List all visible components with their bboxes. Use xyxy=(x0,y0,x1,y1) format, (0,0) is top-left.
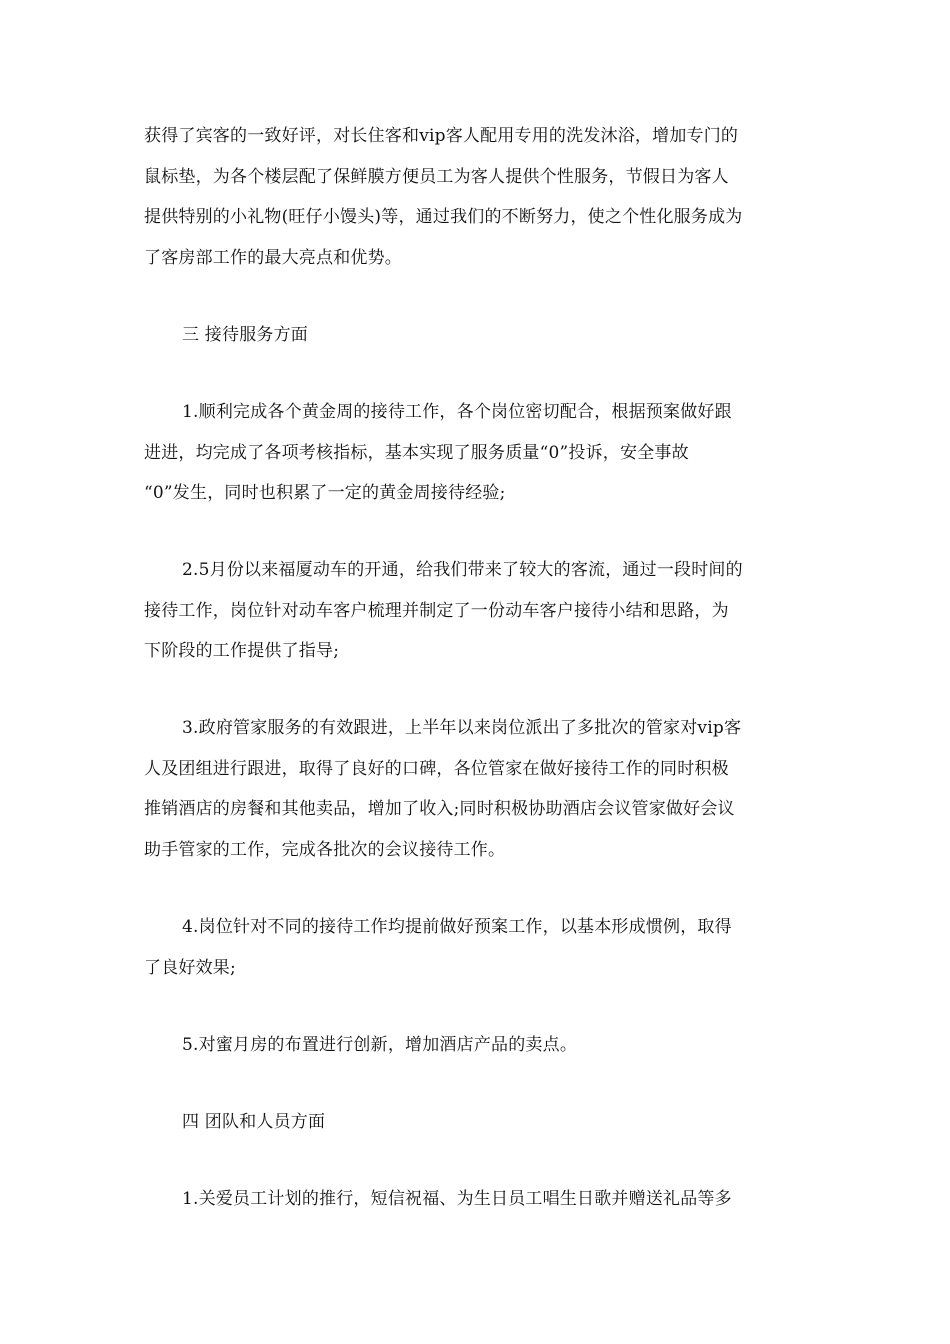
paragraph-line: 接待工作，岗位针对动车客户梳理并制定了一份动车客户接待小结和思路，为 xyxy=(144,601,729,621)
section-heading: 三 接待服务方面 xyxy=(182,325,309,345)
paragraph-line: 了良好效果; xyxy=(144,958,236,978)
paragraph-line: 4.岗位针对不同的接待工作均提前做好预案工作，以基本形成惯例，取得 xyxy=(182,917,732,937)
paragraph-line: 5.对蜜月房的布置进行创新，增加酒店产品的卖点。 xyxy=(182,1035,578,1055)
paragraph-line: 下阶段的工作提供了指导; xyxy=(144,641,340,661)
paragraph-line: 1.关爱员工计划的推行，短信祝福、为生日员工唱生日歌并赠送礼品等多 xyxy=(182,1189,732,1209)
paragraph-line: 获得了宾客的一致好评，对长住客和vip客人配用专用的洗发沐浴，增加专门的 xyxy=(144,126,739,146)
paragraph-line: 进进，均完成了各项考核指标，基本实现了服务质量“0”投诉，安全事故 xyxy=(144,443,689,463)
paragraph-line: 了客房部工作的最大亮点和优势。 xyxy=(144,248,402,268)
paragraph-line: 人及团组进行跟进，取得了良好的口碑，各位管家在做好接待工作的同时积极 xyxy=(144,759,729,779)
paragraph-line: 助手管家的工作，完成各批次的会议接待工作。 xyxy=(144,840,506,860)
paragraph-line: 鼠标垫，为各个楼层配了保鲜膜方便员工为客人提供个性服务，节假日为客人 xyxy=(144,167,729,187)
paragraph-line: “0”发生，同时也积累了一定的黄金周接待经验; xyxy=(144,483,506,503)
paragraph-line: 推销酒店的房餐和其他卖品，增加了收入;同时积极协助酒店会议管家做好会议 xyxy=(144,799,735,819)
section-heading: 四 团队和人员方面 xyxy=(182,1112,326,1132)
paragraph-line: 提供特别的小礼物(旺仔小馒头)等，通过我们的不断努力，使之个性化服务成为 xyxy=(144,207,743,227)
paragraph-line: 2.5月份以来福厦动车的开通，给我们带来了较大的客流，通过一段时间的 xyxy=(182,560,743,580)
paragraph-line: 3.政府管家服务的有效跟进，上半年以来岗位派出了多批次的管家对vip客 xyxy=(182,718,742,738)
paragraph-line: 1.顺利完成各个黄金周的接待工作，各个岗位密切配合，根据预案做好跟 xyxy=(182,402,732,422)
